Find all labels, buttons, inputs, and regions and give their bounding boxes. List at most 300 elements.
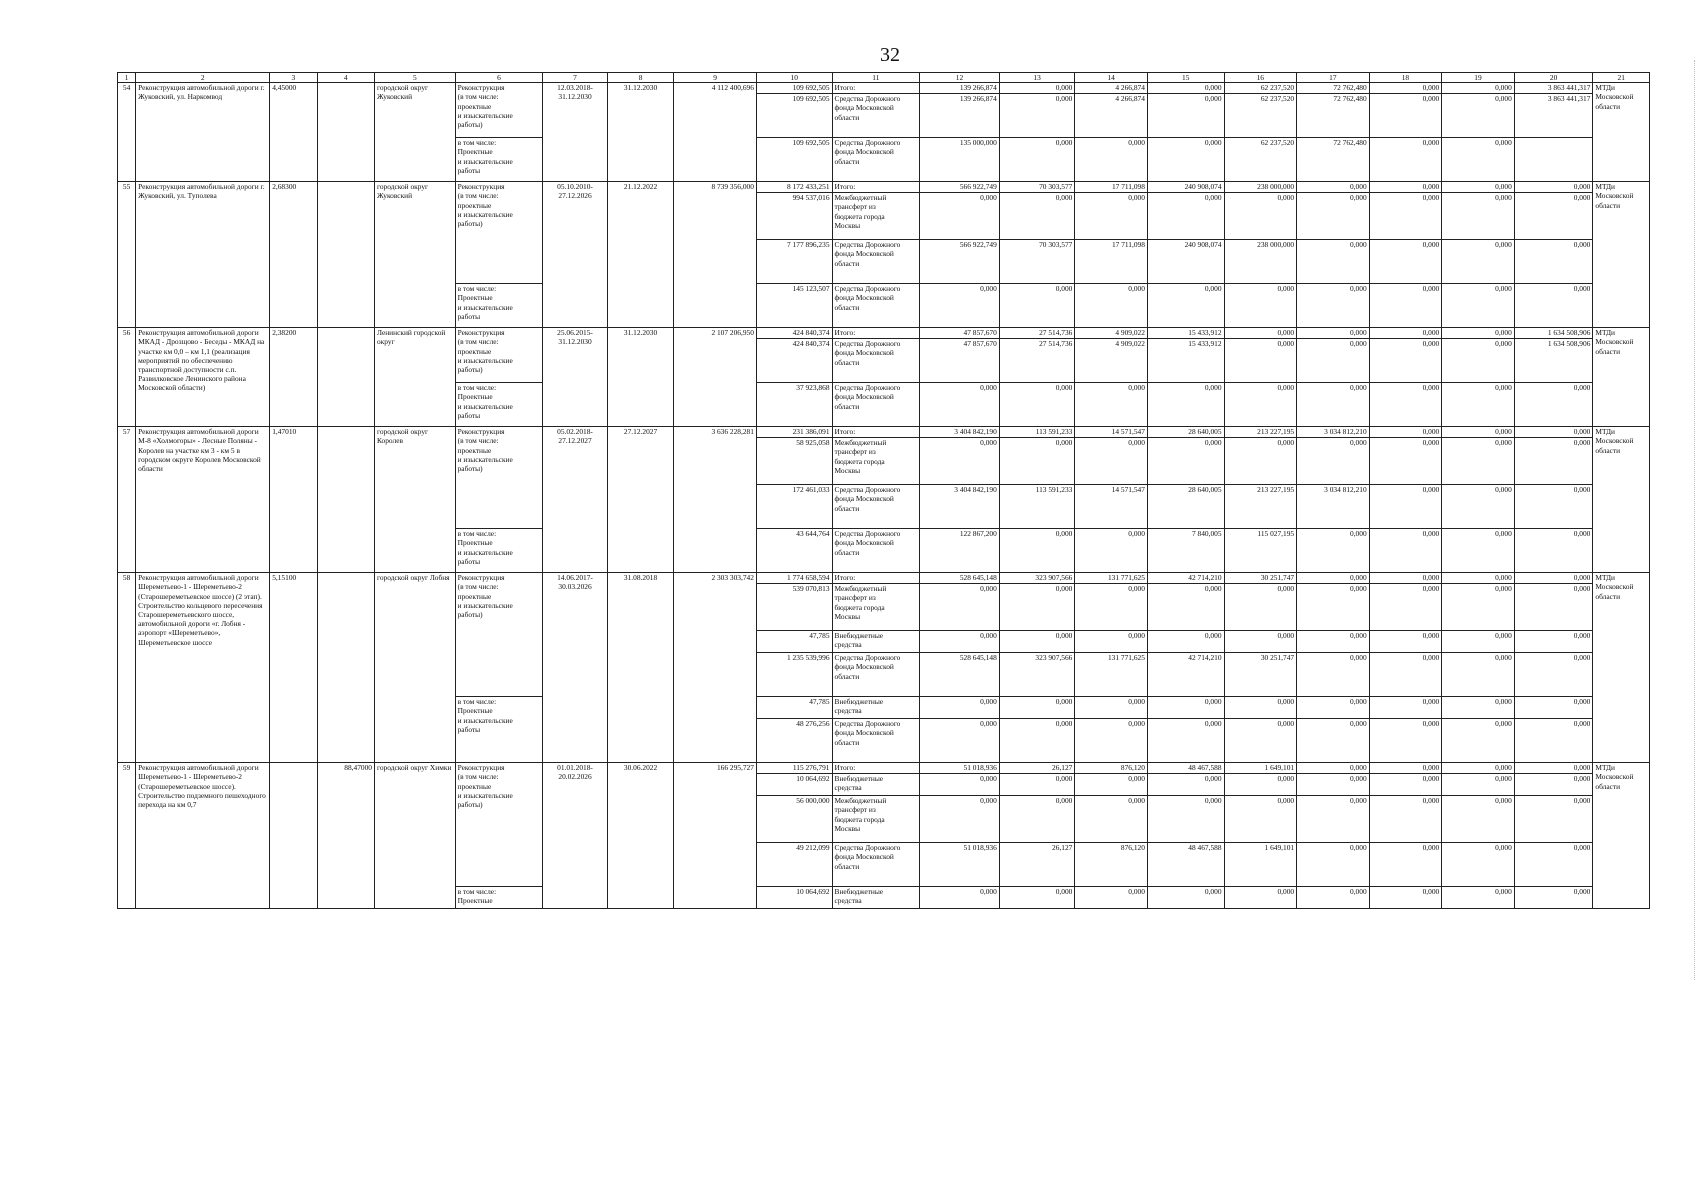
completion-date: 21.12.2022 bbox=[607, 182, 674, 328]
year-amount: 51 018,936 bbox=[920, 763, 1000, 774]
funding-source: Итого: bbox=[832, 182, 920, 193]
column-header: 13 bbox=[999, 73, 1075, 83]
work-type: Реконструкция (в том числе: проектные и изыскательские работы) bbox=[455, 763, 543, 887]
year-amount: 0,000 bbox=[1442, 193, 1515, 240]
column-header: 16 bbox=[1224, 73, 1297, 83]
work-type: Реконструкция (в том числе: проектные и изыскательские работы) bbox=[455, 83, 543, 138]
year-amount: 0,000 bbox=[1514, 584, 1593, 631]
year-amount: 240 908,074 bbox=[1147, 182, 1224, 193]
year-amount: 0,000 bbox=[1297, 796, 1370, 843]
project-number: 55 bbox=[118, 182, 136, 328]
cost-estimate: 3 636 228,281 bbox=[674, 427, 757, 573]
year-amount: 0,000 bbox=[1147, 438, 1224, 485]
funding-source: Средства Дорожного фонда Московской области bbox=[832, 240, 920, 284]
year-amount: 0,000 bbox=[1442, 584, 1515, 631]
year-amount: 0,000 bbox=[1075, 887, 1148, 909]
responsible-body: МТДи Московской области bbox=[1593, 328, 1650, 427]
year-amount: 0,000 bbox=[1297, 284, 1370, 328]
cost-estimate: 4 112 400,696 bbox=[674, 83, 757, 182]
year-amount: 0,000 bbox=[920, 284, 1000, 328]
year-amount: 0,000 bbox=[1297, 193, 1370, 240]
year-amount: 213 227,195 bbox=[1224, 485, 1297, 529]
year-amount: 0,000 bbox=[1224, 383, 1297, 427]
funding-source: Средства Дорожного фонда Московской области bbox=[832, 529, 920, 573]
year-amount: 30 251,747 bbox=[1224, 653, 1297, 697]
year-amount: 0,000 bbox=[1369, 796, 1442, 843]
year-amount: 0,000 bbox=[1297, 887, 1370, 909]
year-amount: 15 433,912 bbox=[1147, 339, 1224, 383]
funded-amount: 10 064,692 bbox=[756, 774, 832, 796]
year-amount: 0,000 bbox=[1442, 719, 1515, 763]
year-amount: 122 867,200 bbox=[920, 529, 1000, 573]
year-amount: 1 634 508,906 bbox=[1514, 339, 1593, 383]
funded-amount: 109 692,505 bbox=[756, 83, 832, 94]
funded-amount: 424 840,374 bbox=[756, 339, 832, 383]
year-amount: 72 762,480 bbox=[1297, 94, 1370, 138]
year-amount: 0,000 bbox=[1297, 328, 1370, 339]
year-amount: 0,000 bbox=[1075, 774, 1148, 796]
year-amount: 0,000 bbox=[1297, 182, 1370, 193]
funding-source: Итого: bbox=[832, 763, 920, 774]
year-amount: 0,000 bbox=[1075, 529, 1148, 573]
year-amount: 0,000 bbox=[1442, 887, 1515, 909]
year-amount: 0,000 bbox=[1224, 584, 1297, 631]
funding-source: Внебюджетные средства bbox=[832, 887, 920, 909]
year-amount: 0,000 bbox=[1369, 339, 1442, 383]
column-header: 5 bbox=[374, 73, 455, 83]
territory: городской округ Лобня bbox=[374, 573, 455, 763]
year-amount: 26,127 bbox=[999, 763, 1075, 774]
year-amount: 0,000 bbox=[920, 774, 1000, 796]
year-amount: 14 571,547 bbox=[1075, 427, 1148, 438]
year-amount: 0,000 bbox=[1297, 240, 1370, 284]
year-amount: 1 649,101 bbox=[1224, 763, 1297, 774]
year-amount: 0,000 bbox=[1369, 631, 1442, 653]
year-amount: 0,000 bbox=[1514, 383, 1593, 427]
funding-source: Средства Дорожного фонда Московской области bbox=[832, 719, 920, 763]
project-number: 59 bbox=[118, 763, 136, 909]
work-type: в том числе: Проектные и изыскательские работы bbox=[455, 697, 543, 763]
project-name: Реконструкция автомобильной дороги г. Жуковский, ул. Наркомвод bbox=[136, 83, 270, 182]
year-amount: 213 227,195 bbox=[1224, 427, 1297, 438]
year-amount: 0,000 bbox=[1369, 427, 1442, 438]
year-amount: 0,000 bbox=[1369, 485, 1442, 529]
funded-amount: 172 461,033 bbox=[756, 485, 832, 529]
year-amount: 3 863 441,317 bbox=[1514, 94, 1593, 138]
funding-source: Внебюджетные средства bbox=[832, 774, 920, 796]
year-amount: 0,000 bbox=[1075, 631, 1148, 653]
year-amount: 42 714,210 bbox=[1147, 653, 1224, 697]
territory: городской округ Жуковский bbox=[374, 182, 455, 328]
year-amount: 0,000 bbox=[1369, 584, 1442, 631]
year-amount: 0,000 bbox=[1147, 193, 1224, 240]
funding-source: Средства Дорожного фонда Московской области bbox=[832, 339, 920, 383]
year-amount: 0,000 bbox=[1224, 887, 1297, 909]
year-amount: 0,000 bbox=[1297, 383, 1370, 427]
year-amount: 0,000 bbox=[1147, 631, 1224, 653]
scan-edge-mark bbox=[1692, 60, 1695, 980]
year-amount: 0,000 bbox=[1514, 573, 1593, 584]
funded-amount: 10 064,692 bbox=[756, 887, 832, 909]
year-amount: 0,000 bbox=[1369, 383, 1442, 427]
year-amount: 0,000 bbox=[1442, 339, 1515, 383]
year-amount: 0,000 bbox=[1369, 887, 1442, 909]
responsible-body: МТДи Московской области bbox=[1593, 427, 1650, 573]
year-amount: 27 514,736 bbox=[999, 339, 1075, 383]
funding-source: Межбюджетный трансферт из бюджета города Москвы bbox=[832, 193, 920, 240]
funded-amount: 56 000,000 bbox=[756, 796, 832, 843]
funded-amount: 994 537,016 bbox=[756, 193, 832, 240]
year-amount: 0,000 bbox=[1075, 796, 1148, 843]
cost-estimate: 2 107 206,950 bbox=[674, 328, 757, 427]
year-amount: 0,000 bbox=[920, 719, 1000, 763]
year-amount: 0,000 bbox=[999, 83, 1075, 94]
year-amount: 4 266,874 bbox=[1075, 94, 1148, 138]
year-amount: 28 640,005 bbox=[1147, 427, 1224, 438]
year-amount: 1 649,101 bbox=[1224, 843, 1297, 887]
header-row bbox=[118, 73, 1650, 83]
year-amount: 0,000 bbox=[920, 796, 1000, 843]
year-amount: 0,000 bbox=[1514, 182, 1593, 193]
year-amount: 62 237,520 bbox=[1224, 94, 1297, 138]
year-amount: 0,000 bbox=[920, 193, 1000, 240]
year-amount: 0,000 bbox=[1514, 631, 1593, 653]
work-type: в том числе: Проектные и изыскательские работы bbox=[455, 529, 543, 573]
year-amount: 0,000 bbox=[999, 584, 1075, 631]
length-km: 2,38200 bbox=[270, 328, 317, 427]
cost-estimate: 166 295,727 bbox=[674, 763, 757, 909]
year-amount: 0,000 bbox=[999, 774, 1075, 796]
year-amount: 0,000 bbox=[1514, 193, 1593, 240]
year-amount: 0,000 bbox=[1297, 774, 1370, 796]
responsible-body: МТДи Московской области bbox=[1593, 182, 1650, 328]
year-amount bbox=[1514, 138, 1593, 182]
year-amount: 70 303,577 bbox=[999, 182, 1075, 193]
budget-table bbox=[117, 72, 1650, 909]
year-amount: 0,000 bbox=[1369, 653, 1442, 697]
table-row bbox=[118, 182, 1650, 193]
year-amount: 135 000,000 bbox=[920, 138, 1000, 182]
year-amount: 0,000 bbox=[999, 697, 1075, 719]
year-amount: 528 645,148 bbox=[920, 573, 1000, 584]
funding-source: Итого: bbox=[832, 573, 920, 584]
column-header: 12 bbox=[920, 73, 1000, 83]
year-amount: 0,000 bbox=[1369, 284, 1442, 328]
year-amount: 0,000 bbox=[1514, 427, 1593, 438]
year-amount: 0,000 bbox=[1224, 796, 1297, 843]
column-header: 19 bbox=[1442, 73, 1515, 83]
year-amount: 0,000 bbox=[1369, 573, 1442, 584]
year-amount: 0,000 bbox=[1297, 584, 1370, 631]
year-amount: 70 303,577 bbox=[999, 240, 1075, 284]
work-period: 01.01.2018- 20.02.2026 bbox=[543, 763, 608, 909]
funding-source: Итого: bbox=[832, 83, 920, 94]
territory: городской округ Королев bbox=[374, 427, 455, 573]
funded-amount: 145 123,507 bbox=[756, 284, 832, 328]
length-km: 1,47010 bbox=[270, 427, 317, 573]
year-amount: 30 251,747 bbox=[1224, 573, 1297, 584]
column-header: 15 bbox=[1147, 73, 1224, 83]
year-amount: 0,000 bbox=[1514, 796, 1593, 843]
year-amount: 0,000 bbox=[1075, 284, 1148, 328]
funding-source: Межбюджетный трансферт из бюджета города Москвы bbox=[832, 438, 920, 485]
year-amount: 0,000 bbox=[1369, 438, 1442, 485]
year-amount: 0,000 bbox=[1514, 719, 1593, 763]
year-amount: 48 467,588 bbox=[1147, 763, 1224, 774]
year-amount: 0,000 bbox=[1297, 763, 1370, 774]
length-other bbox=[317, 573, 374, 763]
responsible-body: МТДи Московской области bbox=[1593, 83, 1650, 182]
work-type: Реконструкция (в том числе: проектные и изыскательские работы) bbox=[455, 427, 543, 529]
year-amount: 0,000 bbox=[1147, 284, 1224, 328]
column-header: 11 bbox=[832, 73, 920, 83]
year-amount: 3 034 812,210 bbox=[1297, 427, 1370, 438]
year-amount: 0,000 bbox=[999, 383, 1075, 427]
project-name: Реконструкция автомобильной дороги Шереметьево-1 - Шереметьево-2 (Старошереметьевское шоссе). Строительство подземного пешеходного перехода на км 0,7 bbox=[136, 763, 270, 909]
year-amount: 4 266,874 bbox=[1075, 83, 1148, 94]
year-amount: 0,000 bbox=[1297, 339, 1370, 383]
table-row bbox=[118, 83, 1650, 94]
year-amount: 14 571,547 bbox=[1075, 485, 1148, 529]
funded-amount: 43 644,764 bbox=[756, 529, 832, 573]
year-amount: 876,120 bbox=[1075, 843, 1148, 887]
year-amount: 0,000 bbox=[1514, 529, 1593, 573]
length-other: 88,47000 bbox=[317, 763, 374, 909]
year-amount: 0,000 bbox=[1297, 719, 1370, 763]
year-amount: 0,000 bbox=[1514, 240, 1593, 284]
project-number: 56 bbox=[118, 328, 136, 427]
year-amount: 26,127 bbox=[999, 843, 1075, 887]
year-amount: 0,000 bbox=[999, 529, 1075, 573]
work-type: в том числе: Проектные и изыскательские работы bbox=[455, 138, 543, 182]
length-km bbox=[270, 763, 317, 909]
year-amount: 238 000,000 bbox=[1224, 240, 1297, 284]
table-row bbox=[118, 763, 1650, 774]
funded-amount: 1 774 658,594 bbox=[756, 573, 832, 584]
year-amount: 0,000 bbox=[1224, 193, 1297, 240]
year-amount: 0,000 bbox=[1442, 653, 1515, 697]
year-amount: 0,000 bbox=[1514, 697, 1593, 719]
year-amount: 0,000 bbox=[1514, 843, 1593, 887]
year-amount: 0,000 bbox=[1442, 843, 1515, 887]
column-header: 4 bbox=[317, 73, 374, 83]
funded-amount: 109 692,505 bbox=[756, 94, 832, 138]
year-amount: 4 909,022 bbox=[1075, 328, 1148, 339]
year-amount: 0,000 bbox=[1369, 182, 1442, 193]
year-amount: 1 634 508,906 bbox=[1514, 328, 1593, 339]
column-header: 10 bbox=[756, 73, 832, 83]
year-amount: 42 714,210 bbox=[1147, 573, 1224, 584]
year-amount: 0,000 bbox=[1147, 383, 1224, 427]
table-row bbox=[118, 573, 1650, 584]
year-amount: 7 840,005 bbox=[1147, 529, 1224, 573]
year-amount: 0,000 bbox=[1224, 339, 1297, 383]
year-amount: 0,000 bbox=[1075, 584, 1148, 631]
funded-amount: 49 212,099 bbox=[756, 843, 832, 887]
year-amount: 323 907,566 bbox=[999, 653, 1075, 697]
year-amount: 0,000 bbox=[999, 193, 1075, 240]
page-number: 32 bbox=[880, 44, 900, 66]
column-header: 20 bbox=[1514, 73, 1593, 83]
responsible-body: МТДи Московской области bbox=[1593, 573, 1650, 763]
year-amount: 0,000 bbox=[1147, 887, 1224, 909]
year-amount: 0,000 bbox=[1297, 843, 1370, 887]
year-amount: 3 404 842,190 bbox=[920, 485, 1000, 529]
year-amount: 0,000 bbox=[1442, 138, 1515, 182]
year-amount: 113 591,233 bbox=[999, 427, 1075, 438]
column-header: 21 bbox=[1593, 73, 1650, 83]
year-amount: 0,000 bbox=[999, 887, 1075, 909]
length-km: 4,45000 bbox=[270, 83, 317, 182]
year-amount: 0,000 bbox=[1442, 83, 1515, 94]
funding-source: Средства Дорожного фонда Московской области bbox=[832, 138, 920, 182]
year-amount: 0,000 bbox=[1297, 697, 1370, 719]
year-amount: 0,000 bbox=[1147, 774, 1224, 796]
funded-amount: 37 923,868 bbox=[756, 383, 832, 427]
year-amount: 0,000 bbox=[1442, 383, 1515, 427]
year-amount: 131 771,625 bbox=[1075, 653, 1148, 697]
year-amount: 0,000 bbox=[1147, 138, 1224, 182]
year-amount: 62 237,520 bbox=[1224, 138, 1297, 182]
column-header: 8 bbox=[607, 73, 674, 83]
year-amount: 0,000 bbox=[1147, 584, 1224, 631]
year-amount: 139 266,874 bbox=[920, 94, 1000, 138]
year-amount: 0,000 bbox=[1442, 94, 1515, 138]
year-amount: 3 404 842,190 bbox=[920, 427, 1000, 438]
year-amount: 0,000 bbox=[1442, 697, 1515, 719]
year-amount: 0,000 bbox=[920, 631, 1000, 653]
project-name: Реконструкция автомобильной дороги Шереметьево-1 - Шереметьево-2 (Старошереметьевское шоссе) (2 этап). Строительство кольцевого пересечения Старошереметьевского шоссе, автомобильной дороги «г. Лобня - аэропорт «Шереметьево», Шереметьевское шоссе bbox=[136, 573, 270, 763]
year-amount: 0,000 bbox=[1369, 763, 1442, 774]
year-amount: 0,000 bbox=[1442, 328, 1515, 339]
year-amount: 876,120 bbox=[1075, 763, 1148, 774]
year-amount: 0,000 bbox=[1442, 284, 1515, 328]
year-amount: 0,000 bbox=[1442, 763, 1515, 774]
year-amount: 0,000 bbox=[1224, 697, 1297, 719]
year-amount: 62 237,520 bbox=[1224, 83, 1297, 94]
funded-amount: 47,785 bbox=[756, 631, 832, 653]
column-header: 7 bbox=[543, 73, 608, 83]
column-header: 9 bbox=[674, 73, 757, 83]
year-amount: 0,000 bbox=[1442, 631, 1515, 653]
year-amount: 0,000 bbox=[1147, 697, 1224, 719]
year-amount: 0,000 bbox=[1442, 182, 1515, 193]
year-amount: 0,000 bbox=[1224, 774, 1297, 796]
table-row bbox=[118, 427, 1650, 438]
year-amount: 47 857,670 bbox=[920, 339, 1000, 383]
year-amount: 0,000 bbox=[1514, 284, 1593, 328]
funding-source: Внебюджетные средства bbox=[832, 697, 920, 719]
length-km: 5,15100 bbox=[270, 573, 317, 763]
year-amount: 28 640,005 bbox=[1147, 485, 1224, 529]
year-amount: 0,000 bbox=[1442, 427, 1515, 438]
year-amount: 0,000 bbox=[1147, 94, 1224, 138]
year-amount: 0,000 bbox=[1224, 284, 1297, 328]
year-amount: 139 266,874 bbox=[920, 83, 1000, 94]
funded-amount: 7 177 896,235 bbox=[756, 240, 832, 284]
project-number: 57 bbox=[118, 427, 136, 573]
funded-amount: 424 840,374 bbox=[756, 328, 832, 339]
year-amount: 0,000 bbox=[1075, 193, 1148, 240]
funded-amount: 58 925,058 bbox=[756, 438, 832, 485]
length-other bbox=[317, 427, 374, 573]
year-amount: 15 433,912 bbox=[1147, 328, 1224, 339]
column-header: 14 bbox=[1075, 73, 1148, 83]
project-number: 54 bbox=[118, 83, 136, 182]
work-type: в том числе: Проектные bbox=[455, 887, 543, 909]
funded-amount: 231 386,091 bbox=[756, 427, 832, 438]
year-amount: 0,000 bbox=[999, 631, 1075, 653]
column-header: 2 bbox=[136, 73, 270, 83]
year-amount: 323 907,566 bbox=[999, 573, 1075, 584]
year-amount: 0,000 bbox=[1147, 719, 1224, 763]
year-amount: 0,000 bbox=[999, 138, 1075, 182]
year-amount: 238 000,000 bbox=[1224, 182, 1297, 193]
year-amount: 0,000 bbox=[1075, 383, 1148, 427]
funding-source: Средства Дорожного фонда Московской области bbox=[832, 843, 920, 887]
funding-source: Средства Дорожного фонда Московской области bbox=[832, 653, 920, 697]
year-amount: 0,000 bbox=[999, 796, 1075, 843]
funding-source: Средства Дорожного фонда Московской области bbox=[832, 383, 920, 427]
year-amount: 566 922,749 bbox=[920, 240, 1000, 284]
work-type: Реконструкция (в том числе: проектные и изыскательские работы) bbox=[455, 182, 543, 284]
work-period: 14.06.2017- 30.03.2026 bbox=[543, 573, 608, 763]
year-amount: 113 591,233 bbox=[999, 485, 1075, 529]
year-amount: 4 909,022 bbox=[1075, 339, 1148, 383]
year-amount: 72 762,480 bbox=[1297, 138, 1370, 182]
year-amount: 0,000 bbox=[1442, 796, 1515, 843]
completion-date: 31.12.2030 bbox=[607, 83, 674, 182]
funding-source: Средства Дорожного фонда Московской области bbox=[832, 94, 920, 138]
year-amount: 528 645,148 bbox=[920, 653, 1000, 697]
year-amount: 0,000 bbox=[1442, 529, 1515, 573]
length-other bbox=[317, 83, 374, 182]
year-amount: 0,000 bbox=[1514, 887, 1593, 909]
territory: Ленинский городской округ bbox=[374, 328, 455, 427]
year-amount: 17 711,098 bbox=[1075, 182, 1148, 193]
year-amount: 0,000 bbox=[999, 94, 1075, 138]
year-amount: 0,000 bbox=[920, 697, 1000, 719]
funding-source: Межбюджетный трансферт из бюджета города Москвы bbox=[832, 796, 920, 843]
year-amount: 0,000 bbox=[1224, 719, 1297, 763]
year-amount: 0,000 bbox=[1442, 485, 1515, 529]
year-amount: 0,000 bbox=[1369, 774, 1442, 796]
table-row bbox=[118, 328, 1650, 339]
year-amount: 0,000 bbox=[1514, 774, 1593, 796]
length-other bbox=[317, 328, 374, 427]
completion-date: 27.12.2027 bbox=[607, 427, 674, 573]
year-amount: 72 762,480 bbox=[1297, 83, 1370, 94]
year-amount: 0,000 bbox=[1369, 529, 1442, 573]
column-header: 1 bbox=[118, 73, 136, 83]
funded-amount: 8 172 433,251 bbox=[756, 182, 832, 193]
year-amount: 0,000 bbox=[1075, 719, 1148, 763]
year-amount: 240 908,074 bbox=[1147, 240, 1224, 284]
year-amount: 0,000 bbox=[1442, 573, 1515, 584]
year-amount: 0,000 bbox=[1442, 240, 1515, 284]
work-period: 12.03.2018- 31.12.2030 bbox=[543, 83, 608, 182]
funding-source: Итого: bbox=[832, 328, 920, 339]
funded-amount: 47,785 bbox=[756, 697, 832, 719]
work-type: Реконструкция (в том числе: проектные и изыскательские работы) bbox=[455, 573, 543, 697]
funded-amount: 1 235 539,996 bbox=[756, 653, 832, 697]
funding-source: Средства Дорожного фонда Московской области bbox=[832, 485, 920, 529]
year-amount: 0,000 bbox=[1224, 631, 1297, 653]
cost-estimate: 8 739 356,000 bbox=[674, 182, 757, 328]
year-amount: 3 034 812,210 bbox=[1297, 485, 1370, 529]
year-amount: 115 027,195 bbox=[1224, 529, 1297, 573]
year-amount: 0,000 bbox=[1297, 631, 1370, 653]
